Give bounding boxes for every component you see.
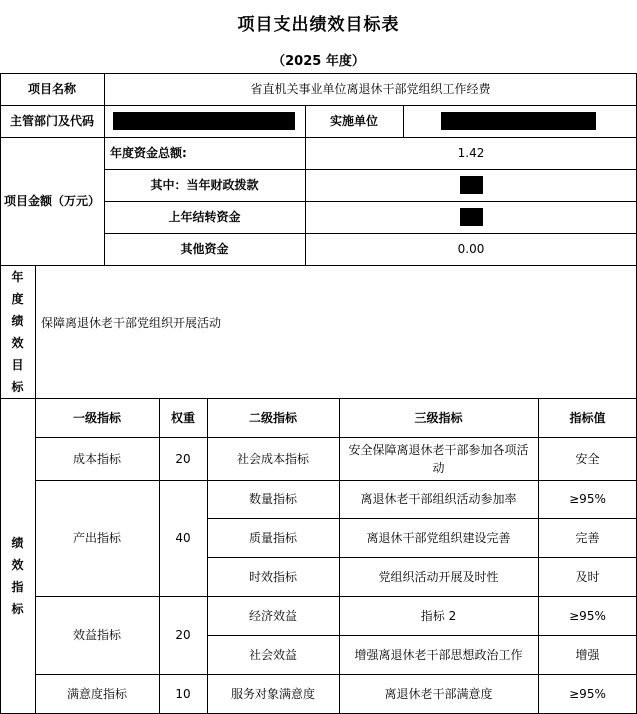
header-level3: 三级指标 xyxy=(414,410,463,425)
project-amount-label: 项目金额（万元） xyxy=(3,194,100,208)
header-weight: 权重 xyxy=(170,410,195,425)
dept-label: 主管部门及代码 xyxy=(9,114,94,128)
annual-goal-label-char: 效 xyxy=(11,335,24,350)
other-funds-label: 其他资金 xyxy=(180,242,229,256)
impl-unit-redaction xyxy=(441,112,596,130)
row-level2: 数量指标 xyxy=(248,492,297,506)
document-title: 项目支出绩效目标表 xyxy=(237,15,400,35)
group-cost: 成本指标 xyxy=(72,451,121,466)
row-value: 增强 xyxy=(575,647,600,662)
row-level3: 安全保障离退休老干部参加各项活动 xyxy=(348,442,529,475)
row-value: ≥95% xyxy=(569,492,606,506)
row-level2: 服务对象满意度 xyxy=(230,686,315,701)
project-name-value: 省直机关事业单位离退休干部党组织工作经费 xyxy=(250,82,491,96)
row-value: ≥95% xyxy=(569,686,606,701)
other-funds-value: 0.00 xyxy=(457,242,485,256)
group-benefit: 效益指标 xyxy=(72,628,121,642)
row-level3: 指标 2 xyxy=(420,608,457,623)
group-satisfaction-weight: 10 xyxy=(175,686,191,701)
annual-goal-label-char: 年 xyxy=(11,269,24,284)
group-cost-weight: 20 xyxy=(175,451,191,466)
row-level2: 质量指标 xyxy=(248,530,297,545)
annual-goal-text: 保障离退休老干部党组织开展活动 xyxy=(41,315,222,330)
group-output-weight: 40 xyxy=(175,531,191,545)
row-level3: 离退休老干部满意度 xyxy=(384,686,493,701)
dept-code-redaction xyxy=(113,112,295,130)
annual-goal-label-char: 标 xyxy=(11,379,24,394)
row-level2: 社会效益 xyxy=(248,647,297,662)
total-funds-label: 年度资金总额: xyxy=(110,146,187,160)
group-output: 产出指标 xyxy=(72,531,121,545)
annual-goal-label-char: 度 xyxy=(11,291,24,306)
row-level3: 离退休干部党组织建设完善 xyxy=(366,530,511,545)
indicators-label-char: 标 xyxy=(11,601,24,616)
row-level3: 党组织活动开展及时性 xyxy=(378,569,499,584)
header-level2: 二级指标 xyxy=(248,410,297,425)
row-value: 及时 xyxy=(575,569,600,584)
impl-unit-label: 实施单位 xyxy=(329,114,378,128)
fiscal-allocation-label: 其中：当年财政拨款 xyxy=(150,178,259,192)
project-name-label: 项目名称 xyxy=(27,82,76,96)
carryover-funds-label: 上年结转资金 xyxy=(168,210,241,224)
row-value: 完善 xyxy=(575,530,600,545)
total-funds-value: 1.42 xyxy=(457,146,485,160)
annual-goal-label xyxy=(0,265,35,398)
fiscal-allocation-redaction xyxy=(460,176,483,194)
indicators-label-char: 效 xyxy=(11,557,24,572)
indicators-label xyxy=(0,398,35,713)
annual-goal-label-char: 目 xyxy=(11,357,24,372)
row-level3: 离退休老干部组织活动参加率 xyxy=(360,492,517,506)
row-level3: 增强离退休老干部思想政治工作 xyxy=(354,647,523,662)
row-level2: 经济效益 xyxy=(248,608,297,623)
row-value: 安全 xyxy=(575,451,600,466)
carryover-funds-redaction xyxy=(460,208,483,226)
row-level2: 社会成本指标 xyxy=(236,451,309,466)
group-benefit-weight: 20 xyxy=(175,628,191,642)
document-year: （2025 年度） xyxy=(272,54,365,69)
indicators-label-char: 指 xyxy=(11,579,24,594)
row-level2: 时效指标 xyxy=(248,569,297,584)
header-level1: 一级指标 xyxy=(72,410,121,425)
header-value: 指标值 xyxy=(569,410,606,425)
row-value: ≥95% xyxy=(569,608,606,623)
indicators-label-char: 绩 xyxy=(11,535,24,550)
group-satisfaction: 满意度指标 xyxy=(66,686,127,701)
annual-goal-label-char: 绩 xyxy=(11,313,24,328)
